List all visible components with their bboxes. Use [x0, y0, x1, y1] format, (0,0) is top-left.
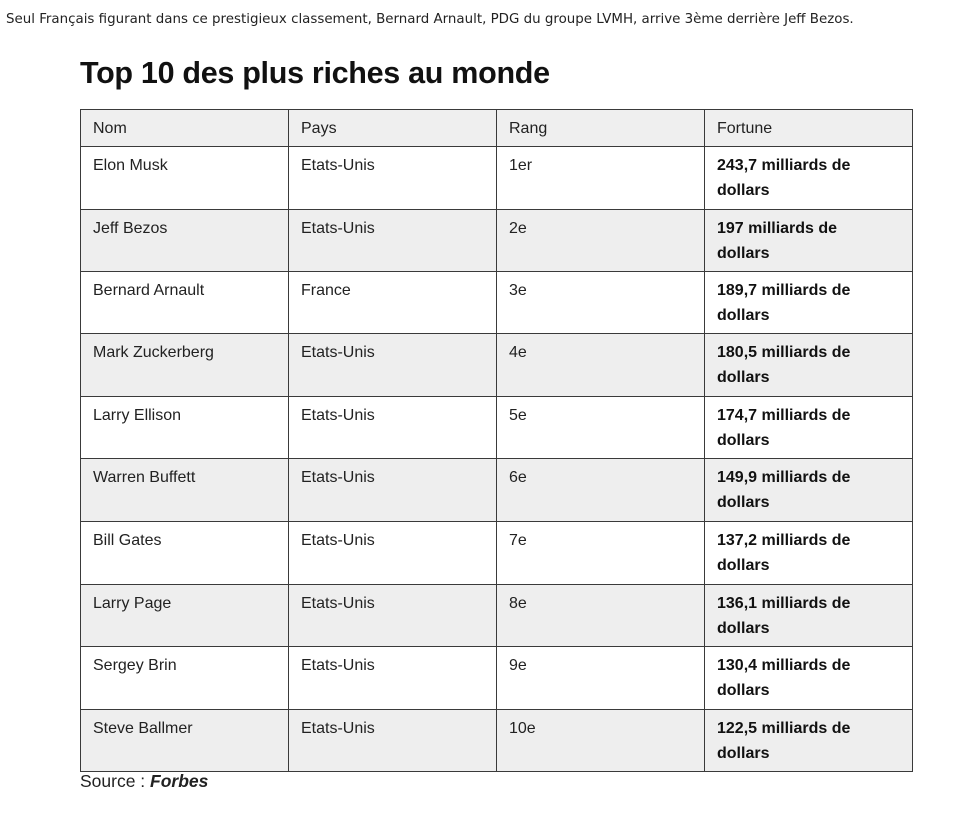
- cell-rank: 10e: [497, 709, 705, 772]
- cell-country: Etats-Unis: [289, 521, 497, 584]
- table-row: [81, 584, 913, 647]
- source-credit: [80, 769, 208, 793]
- cell-fortune: 243,7 milliards de dollars: [705, 147, 913, 210]
- cell-fortune: 149,9 milliards de dollars: [705, 459, 913, 522]
- cell-country: Etats-Unis: [289, 709, 497, 772]
- cell-country: Etats-Unis: [289, 147, 497, 210]
- cell-country: Etats-Unis: [289, 459, 497, 522]
- cell-fortune: 136,1 milliards de dollars: [705, 584, 913, 647]
- cell-rank: 6e: [497, 459, 705, 522]
- cell-name: Bernard Arnault: [81, 271, 289, 334]
- header-name: Nom: [81, 110, 289, 147]
- cell-fortune: 180,5 milliards de dollars: [705, 334, 913, 397]
- cell-name: Bill Gates: [81, 521, 289, 584]
- cell-rank: 1er: [497, 147, 705, 210]
- cell-rank: 2e: [497, 209, 705, 271]
- table-row: [81, 271, 913, 334]
- source-name: Forbes: [150, 771, 209, 791]
- cell-rank: 8e: [497, 584, 705, 647]
- header-rank: Rang: [497, 110, 705, 147]
- cell-rank: 7e: [497, 521, 705, 584]
- cell-fortune: 130,4 milliards de dollars: [705, 647, 913, 710]
- cell-country: Etats-Unis: [289, 209, 497, 271]
- cell-country: Etats-Unis: [289, 396, 497, 459]
- source-label: Source :: [80, 771, 151, 791]
- intro-paragraph: Seul Français figurant dans ce prestigieux classement, Bernard Arnault, PDG du groupe LVMH, arrive 3ème derrière Jeff Bezos.: [6, 12, 854, 27]
- table-row: [81, 709, 913, 772]
- cell-rank: 9e: [497, 647, 705, 710]
- cell-name: Mark Zuckerberg: [81, 334, 289, 397]
- cell-name: Warren Buffett: [81, 459, 289, 522]
- header-fortune: Fortune: [705, 110, 913, 147]
- cell-country: Etats-Unis: [289, 334, 497, 397]
- cell-name: Larry Page: [81, 584, 289, 647]
- cell-name: Sergey Brin: [81, 647, 289, 710]
- table-row: [81, 147, 913, 210]
- cell-fortune: 189,7 milliards de dollars: [705, 271, 913, 334]
- cell-country: Etats-Unis: [289, 584, 497, 647]
- table-row: [81, 521, 913, 584]
- cell-name: Jeff Bezos: [81, 209, 289, 271]
- cell-rank: 4e: [497, 334, 705, 397]
- cell-country: Etats-Unis: [289, 647, 497, 710]
- table-row: [81, 647, 913, 710]
- cell-fortune: 197 milliards de dollars: [705, 209, 913, 271]
- cell-fortune: 137,2 milliards de dollars: [705, 521, 913, 584]
- cell-name: Steve Ballmer: [81, 709, 289, 772]
- cell-rank: 3e: [497, 271, 705, 334]
- table-row: [81, 459, 913, 522]
- table-row: [81, 396, 913, 459]
- header-country: Pays: [289, 110, 497, 147]
- cell-rank: 5e: [497, 396, 705, 459]
- cell-name: Larry Ellison: [81, 396, 289, 459]
- table-title: Top 10 des plus riches au monde: [80, 56, 550, 90]
- cell-fortune: 122,5 milliards de dollars: [705, 709, 913, 772]
- cell-fortune: 174,7 milliards de dollars: [705, 396, 913, 459]
- table-header-row: [81, 110, 913, 147]
- richest-ranking-table: [80, 109, 913, 772]
- table-row: [81, 334, 913, 397]
- cell-name: Elon Musk: [81, 147, 289, 210]
- cell-country: France: [289, 271, 497, 334]
- table-row: [81, 209, 913, 271]
